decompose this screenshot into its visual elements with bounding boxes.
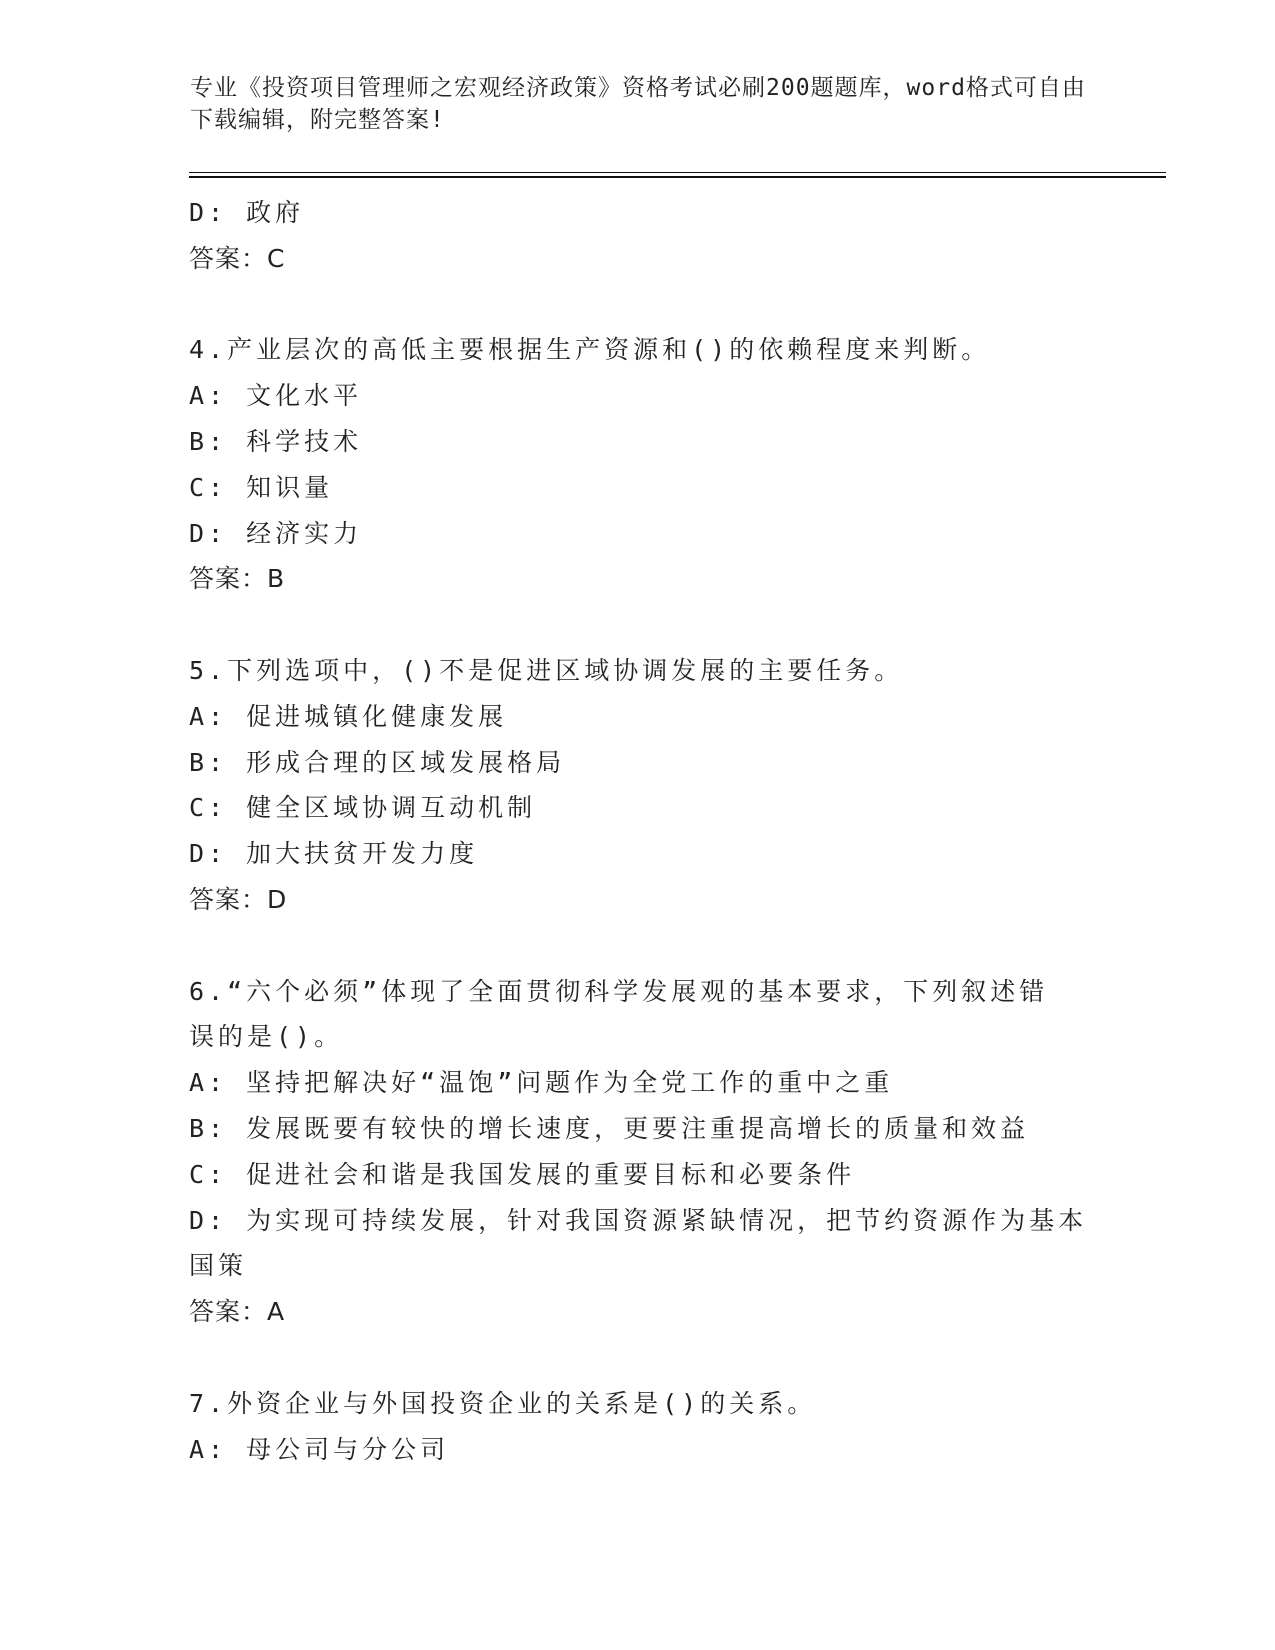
option-d: D: 加大扶贫开发力度 (189, 839, 479, 869)
header-divider-thick (189, 176, 1166, 178)
question-list (189, 190, 1089, 1472)
question-block (189, 327, 1089, 602)
header-divider-thin (189, 172, 1166, 173)
spacer (189, 923, 1089, 969)
option-d-line-2: 国策 (189, 1251, 248, 1281)
question-stem: 5.下列选项中，()不是促进区域协调发展的主要任务。 (189, 655, 904, 685)
option-a: A: 文化水平 (189, 381, 363, 411)
answer-line: 答案：A (189, 1297, 286, 1327)
question-block (189, 969, 1089, 1335)
option-c: C: 健全区域协调互动机制 (189, 793, 537, 823)
option-a: A: 坚持把解决好“温饱”问题作为全党工作的重中之重 (189, 1068, 894, 1098)
option-a: A: 母公司与分公司 (189, 1434, 450, 1464)
question-stem: 7.外资企业与外国投资企业的关系是()的关系。 (189, 1388, 817, 1418)
answer-line: 答案：C (189, 243, 286, 273)
question-stem-line-2: 误的是()。 (189, 1022, 344, 1052)
option-c: C: 知识量 (189, 472, 334, 502)
option-d: D: 政府 (189, 198, 305, 227)
question-block (189, 648, 1089, 923)
question-stem-line-1: 6.“六个必须”体现了全面贯彻科学发展观的基本要求，下列叙述错 (189, 976, 1049, 1006)
document-header-title: 专业《投资项目管理师之宏观经济政策》资格考试必刷200题题库，word格式可自由下载编辑，附完整答案! (190, 75, 1086, 133)
question-stem: 4.产业层次的高低主要根据生产资源和()的依赖程度来判断。 (189, 335, 991, 365)
spacer (189, 282, 1089, 328)
spacer (189, 602, 1089, 648)
option-b: B: 形成合理的区域发展格局 (189, 747, 566, 777)
option-b: B: 发展既要有较快的增长速度，更要注重提高增长的质量和效益 (189, 1113, 1030, 1143)
answer-line: 答案：D (189, 884, 288, 914)
option-d: D: 经济实力 (189, 518, 363, 548)
option-d-line-1: D: 为实现可持续发展，针对我国资源紧缺情况，把节约资源作为基本 (189, 1205, 1088, 1235)
option-b: B: 科学技术 (189, 426, 363, 456)
question-block (189, 1381, 1089, 1473)
answer-line: 答案：B (189, 564, 286, 594)
option-c: C: 促进社会和谐是我国发展的重要目标和必要条件 (189, 1159, 856, 1189)
spacer (189, 1335, 1089, 1381)
option-a: A: 促进城镇化健康发展 (189, 701, 508, 731)
